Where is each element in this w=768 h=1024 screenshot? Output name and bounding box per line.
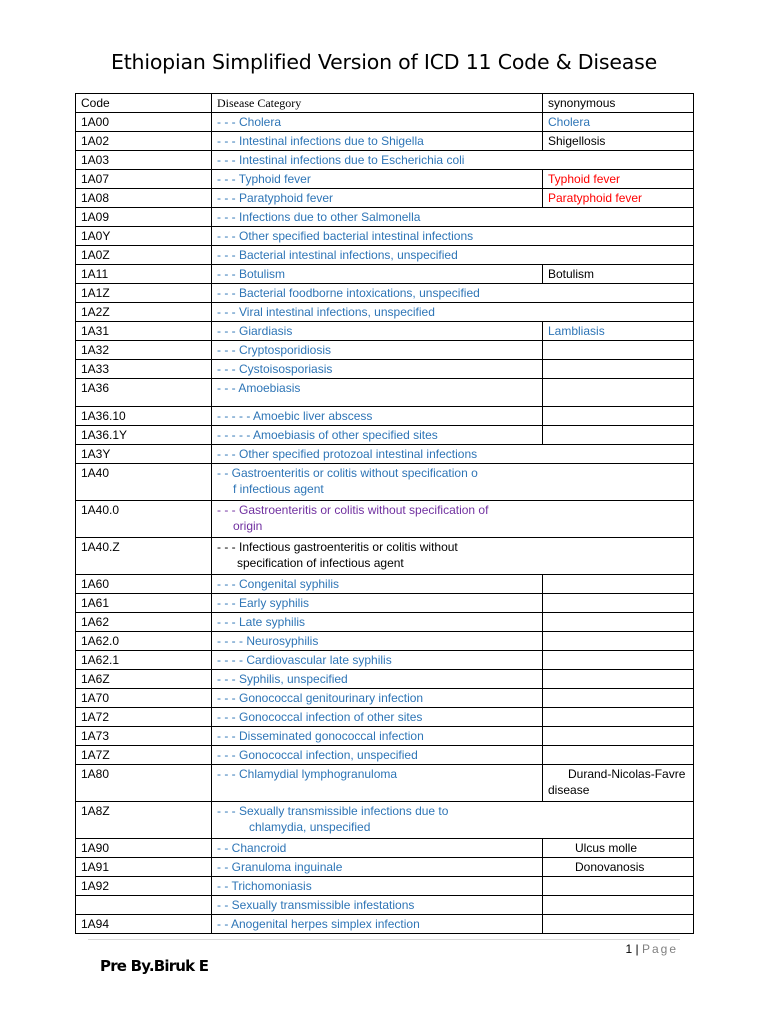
category-cell: - - - Bacterial intestinal infections, unspecified	[212, 246, 694, 265]
code-cell: 1A07	[76, 170, 212, 189]
code-cell: 1A00	[76, 113, 212, 132]
code-cell: 1A62.0	[76, 632, 212, 651]
synonym-line-2: disease	[548, 783, 590, 797]
category-cell: - - - Cystoisosporiasis	[212, 360, 543, 379]
category-cell: - - Granuloma inguinale	[212, 858, 543, 877]
code-cell: 1A36.1Y	[76, 426, 212, 445]
page-label: Page	[641, 942, 678, 956]
code-cell: 1A09	[76, 208, 212, 227]
table-row	[76, 746, 694, 765]
synonym-cell: Typhoid fever	[543, 170, 694, 189]
synonym-cell	[543, 708, 694, 727]
code-cell: 1A92	[76, 877, 212, 896]
category-cell: - - - Viral intestinal infections, unspecified	[212, 303, 694, 322]
category-cell: - - - - Cardiovascular late syphilis	[212, 651, 543, 670]
table-row	[76, 538, 694, 575]
category-cell: - - - Paratyphoid fever	[212, 189, 543, 208]
table-row	[76, 208, 694, 227]
table-row	[76, 632, 694, 651]
code-cell: 1A0Y	[76, 227, 212, 246]
category-cell: - - - Gonococcal infection, unspecified	[212, 746, 543, 765]
category-line-1: - - - Gastroenteritis or colitis without specification of	[217, 503, 489, 517]
synonym-cell	[543, 689, 694, 708]
synonym-cell	[543, 632, 694, 651]
category-cell: - - - Amoebiasis	[212, 379, 543, 407]
code-cell: 1A94	[76, 915, 212, 934]
header-disease-category: Disease Category	[212, 94, 543, 113]
synonym-cell	[543, 746, 694, 765]
category-line-1: - - Gastroenteritis or colitis without specification o	[217, 466, 478, 480]
category-cell: - - - Cholera	[212, 113, 543, 132]
synonym-cell	[543, 670, 694, 689]
category-cell: - - - Other specified bacterial intestinal infections	[212, 227, 694, 246]
synonym-text: Donovanosis	[575, 860, 645, 874]
table-row	[76, 727, 694, 746]
code-cell: 1A40.Z	[76, 538, 212, 575]
category-cell: - - - - Neurosyphilis	[212, 632, 543, 651]
table-row	[76, 360, 694, 379]
footer-divider	[88, 939, 680, 940]
code-cell: 1A6Z	[76, 670, 212, 689]
author-credit: Pre By.Biruk E	[100, 957, 209, 975]
code-cell: 1A02	[76, 132, 212, 151]
synonym-cell	[543, 651, 694, 670]
category-cell: - - - Late syphilis	[212, 613, 543, 632]
code-cell: 1A72	[76, 708, 212, 727]
category-line-2: chlamydia, unspecified	[249, 820, 371, 834]
table-row	[76, 708, 694, 727]
table-row	[76, 170, 694, 189]
code-cell: 1A03	[76, 151, 212, 170]
header-synonymous: synonymous	[543, 94, 694, 113]
table-row	[76, 839, 694, 858]
synonym-cell	[543, 575, 694, 594]
category-cell: - - - Gonococcal genitourinary infection	[212, 689, 543, 708]
table-row	[76, 189, 694, 208]
code-cell: 1A91	[76, 858, 212, 877]
synonym-cell: Cholera	[543, 113, 694, 132]
category-cell: - - - Bacterial foodborne intoxications, unspecified	[212, 284, 694, 303]
synonym-cell	[543, 379, 694, 407]
icd-table	[75, 93, 694, 934]
code-cell: 1A60	[76, 575, 212, 594]
code-cell	[76, 896, 212, 915]
header-code: Code	[76, 94, 212, 113]
table-row	[76, 303, 694, 322]
code-cell: 1A40.0	[76, 501, 212, 538]
synonym-cell: Paratyphoid fever	[543, 189, 694, 208]
category-line-2: origin	[233, 519, 263, 533]
code-cell: 1A70	[76, 689, 212, 708]
category-line-1: - - - Sexually transmissible infections due to	[217, 804, 449, 818]
table-row	[76, 265, 694, 284]
category-cell	[212, 802, 694, 839]
synonym-cell	[543, 915, 694, 934]
synonym-line-1: Durand-Nicolas-Favre	[568, 767, 686, 781]
table-row	[76, 575, 694, 594]
category-line-1: - - - Infectious gastroenteritis or colitis without	[217, 540, 458, 554]
category-line-2: specification of infectious agent	[237, 556, 404, 570]
table-row	[76, 322, 694, 341]
table-row	[76, 802, 694, 839]
code-cell: 1A90	[76, 839, 212, 858]
category-cell: - - - - - Amoebic liver abscess	[212, 407, 543, 426]
table-row	[76, 426, 694, 445]
table-row	[76, 341, 694, 360]
page-separator: |	[635, 942, 639, 956]
table-row	[76, 896, 694, 915]
code-cell: 1A31	[76, 322, 212, 341]
code-cell: 1A80	[76, 765, 212, 802]
synonym-cell: Lambliasis	[543, 322, 694, 341]
synonym-cell	[543, 426, 694, 445]
page-title: Ethiopian Simplified Version of ICD 11 Code & Disease	[110, 50, 658, 74]
category-cell: - - - Botulism	[212, 265, 543, 284]
code-cell: 1A62.1	[76, 651, 212, 670]
code-cell: 1A0Z	[76, 246, 212, 265]
table-row	[76, 227, 694, 246]
category-cell: - - - Giardiasis	[212, 322, 543, 341]
code-cell: 1A7Z	[76, 746, 212, 765]
code-cell: 1A2Z	[76, 303, 212, 322]
table-row	[76, 246, 694, 265]
table-row	[76, 594, 694, 613]
synonym-cell	[543, 765, 694, 802]
table-row	[76, 689, 694, 708]
table-header-row	[76, 94, 694, 113]
synonym-cell	[543, 613, 694, 632]
code-cell: 1A62	[76, 613, 212, 632]
category-cell: - - - Other specified protozoal intestinal infections	[212, 445, 694, 464]
code-cell: 1A40	[76, 464, 212, 501]
code-cell: 1A33	[76, 360, 212, 379]
synonym-cell	[543, 727, 694, 746]
table-row	[76, 407, 694, 426]
category-cell: - - - Intestinal infections due to Escherichia coli	[212, 151, 694, 170]
synonym-cell	[543, 594, 694, 613]
category-cell: - - - Chlamydial lymphogranuloma	[212, 765, 543, 802]
synonym-cell	[543, 341, 694, 360]
table-row	[76, 877, 694, 896]
table-row	[76, 132, 694, 151]
table-row	[76, 765, 694, 802]
category-cell: - - - Typhoid fever	[212, 170, 543, 189]
category-cell: - - - Early syphilis	[212, 594, 543, 613]
synonym-cell	[543, 839, 694, 858]
category-cell: - - - - - Amoebiasis of other specified sites	[212, 426, 543, 445]
category-cell: - - - Congenital syphilis	[212, 575, 543, 594]
category-cell: - - Sexually transmissible infestations	[212, 896, 543, 915]
code-cell: 1A1Z	[76, 284, 212, 303]
table-row	[76, 501, 694, 538]
code-cell: 1A36	[76, 379, 212, 407]
code-cell: 1A36.10	[76, 407, 212, 426]
code-cell: 1A73	[76, 727, 212, 746]
synonym-cell	[543, 896, 694, 915]
synonym-cell	[543, 858, 694, 877]
category-cell	[212, 501, 694, 538]
synonym-text: Ulcus molle	[575, 841, 638, 855]
category-cell: - - - Disseminated gonococcal infection	[212, 727, 543, 746]
category-cell: - - - Syphilis, unspecified	[212, 670, 543, 689]
table-row	[76, 445, 694, 464]
code-cell: 1A61	[76, 594, 212, 613]
table-row	[76, 670, 694, 689]
table-row	[76, 284, 694, 303]
code-cell: 1A11	[76, 265, 212, 284]
table-row	[76, 151, 694, 170]
category-cell: - - - Cryptosporidiosis	[212, 341, 543, 360]
synonym-cell	[543, 877, 694, 896]
category-line-2: f infectious agent	[233, 482, 324, 496]
category-cell: - - Trichomoniasis	[212, 877, 543, 896]
synonym-cell	[543, 407, 694, 426]
code-cell: 1A3Y	[76, 445, 212, 464]
synonym-cell: Botulism	[543, 265, 694, 284]
category-cell: - - - Intestinal infections due to Shigella	[212, 132, 543, 151]
table-row	[76, 379, 694, 407]
synonym-cell: Shigellosis	[543, 132, 694, 151]
synonym-cell	[543, 360, 694, 379]
table-row	[76, 613, 694, 632]
page-number-value: 1	[625, 942, 633, 956]
page-number	[625, 942, 678, 956]
code-cell: 1A08	[76, 189, 212, 208]
category-cell: - - - Gonococcal infection of other sites	[212, 708, 543, 727]
category-cell: - - Anogenital herpes simplex infection	[212, 915, 543, 934]
category-cell	[212, 464, 694, 501]
code-cell: 1A8Z	[76, 802, 212, 839]
table-row	[76, 113, 694, 132]
table-row	[76, 858, 694, 877]
table-row	[76, 915, 694, 934]
category-cell	[212, 538, 694, 575]
category-cell: - - Chancroid	[212, 839, 543, 858]
category-cell: - - - Infections due to other Salmonella	[212, 208, 694, 227]
table-row	[76, 464, 694, 501]
code-cell: 1A32	[76, 341, 212, 360]
table-row	[76, 651, 694, 670]
